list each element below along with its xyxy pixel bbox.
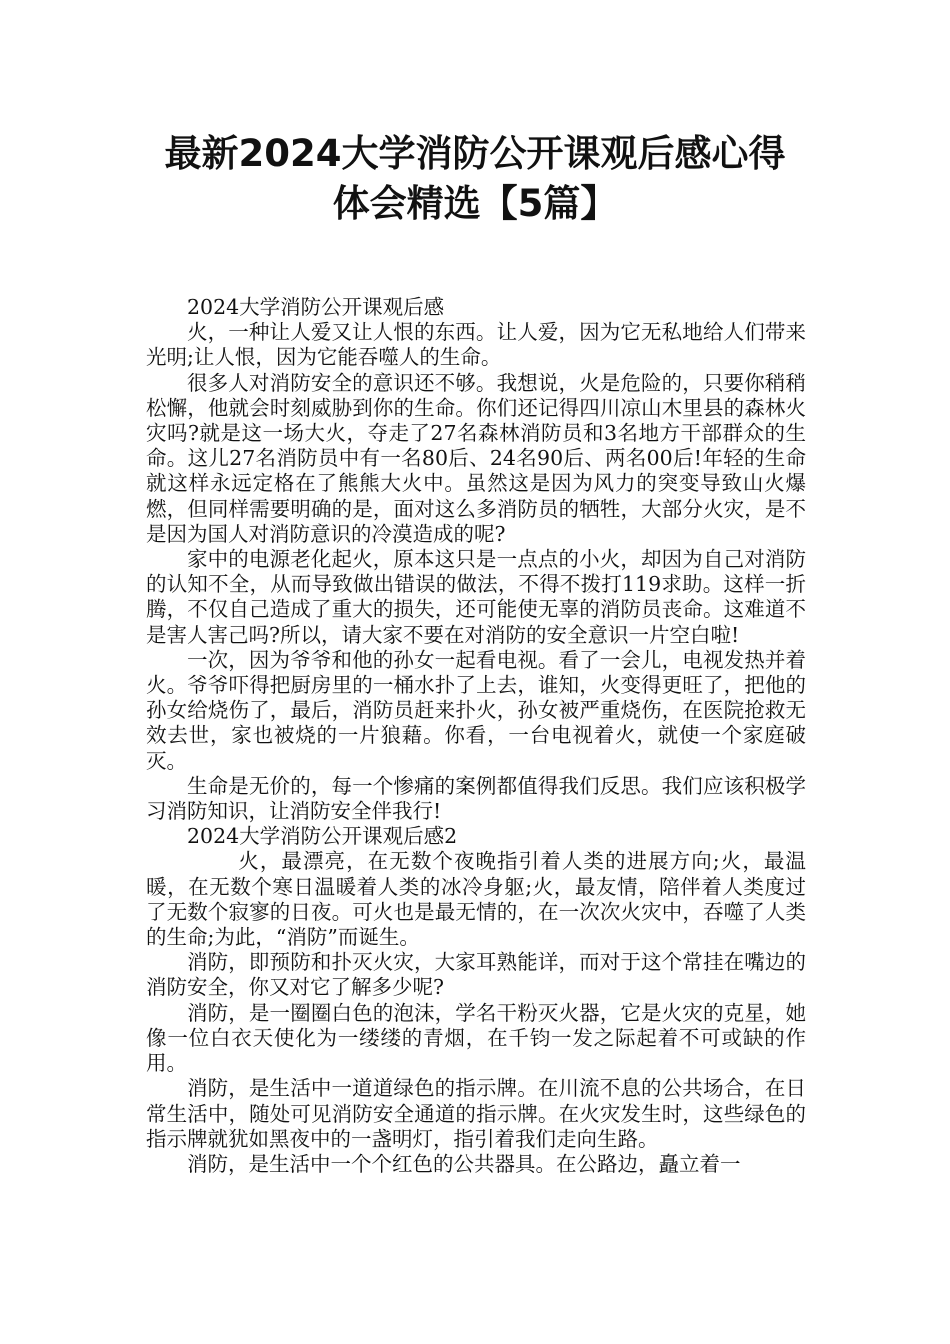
paragraph: 消防，是生活中一个个红色的公共器具。在公路边，矗立着一 — [187, 1151, 741, 1176]
paragraph: 消防，是生活中一道道绿色的指示牌。在川流不息的公共场合，在日常生活中，随处可见消防安全通道的指示牌。在火灾发生时，这些绿色的指示牌就犹如黑夜中的一盏明灯，指引着我们走向生路。 — [146, 1076, 806, 1151]
paragraph: 消防，即预防和扑灭火灾，大家耳熟能详，而对于这个常挂在嘴边的消防安全，你又对它了解多少呢? — [146, 950, 806, 1000]
document-title-line2: 体会精选【5篇】 — [332, 182, 618, 225]
paragraph: 很多人对消防安全的意识还不够。我想说，火是危险的，只要你稍稍松懈，他就会时刻威胁到你的生命。你们还记得四川凉山木里县的森林火灾吗?就是这一场大火，夺走了27名森林消防员和3名地方干部群众的生命。这儿27名消防员中有一名80后、24名90后、两名00后!年轻的生命就这样永远定格在了熊熊大火中。虽然这是因为风力的突变导致山火爆燃，但同样需要明确的是，面对这么多消防员的牺牲，大部分火灾，是不是因为国人对消防意识的冷漠造成的呢? — [146, 370, 806, 546]
section-heading-2: 2024大学消防公开课观后感2 — [187, 824, 458, 849]
document-title-line1: 最新2024大学消防公开课观后感心得 — [164, 132, 786, 175]
paragraph: 火，一种让人爱又让人恨的东西。让人爱，因为它无私地给人们带来光明;让人恨，因为它能吞噬人的生命。 — [146, 320, 806, 370]
paragraph: 一次，因为爷爷和他的孙女一起看电视。看了一会儿，电视发热并着火。爷爷吓得把厨房里的一桶水扑了上去，谁知，火变得更旺了，把他的孙女给烧伤了，最后，消防员赶来扑火，孙女被严重烧伤，在医院抢救无效去世，家也被烧的一片狼藉。你看，一台电视着火，就使一个家庭破灭。 — [146, 647, 806, 773]
document-body — [146, 295, 806, 1177]
paragraph: 生命是无价的，每一个惨痛的案例都值得我们反思。我们应该积极学习消防知识，让消防安全伴我行! — [146, 773, 806, 824]
paragraph: 火，最漂亮，在无数个夜晚指引着人类的进展方向;火，最温暖，在无数个寒日温暖着人类的冰冷身躯;火，最友情，陪伴着人类度过了无数个寂寥的日夜。可火也是最无情的，在一次次火灾中，吞噬了人类的生命;为此，“消防”而诞生。 — [146, 849, 806, 950]
paragraph: 家中的电源老化起火，原本这只是一点点的小火，却因为自己对消防的认知不全，从而导致做出错误的做法，不得不拨打119求助。这样一折腾，不仅自己造成了重大的损失，还可能使无辜的消防员丧命。这难道不是害人害己吗?所以，请大家不要在对消防的安全意识一片空白啦! — [146, 547, 806, 647]
section-heading-1: 2024大学消防公开课观后感 — [187, 295, 445, 319]
paragraph: 消防，是一圈圈白色的泡沫，学名干粉灭火器，它是火灾的克星，她像一位白衣天使化为一缕缕的青烟，在千钧一发之际起着不可或缺的作用。 — [146, 1000, 806, 1076]
